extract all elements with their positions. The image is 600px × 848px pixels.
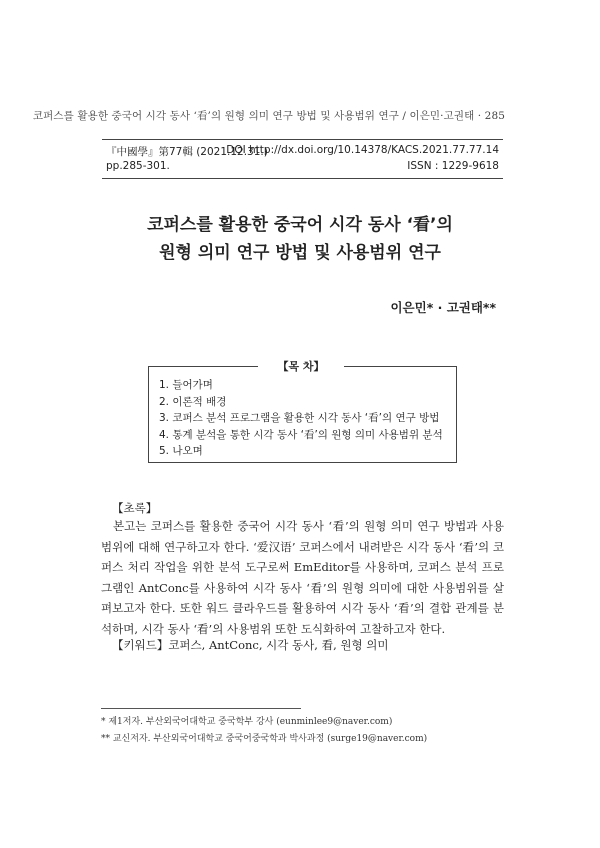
abstract-heading: 【초록】	[112, 501, 158, 515]
table-of-contents	[148, 366, 457, 463]
toc-item[interactable]: 4. 통계 분석을 통한 시각 동사 ‘看’의 원형 의미 사용범위 분석	[159, 428, 443, 441]
toc-item[interactable]: 1. 들어가며	[159, 379, 213, 391]
issn: ISSN : 1229-9618	[407, 160, 499, 172]
footnote-divider	[101, 708, 301, 709]
authors: 이은민* · 고권태**	[390, 300, 496, 315]
journal-citation: 『中國學』第77輯 (2021.12.31.)	[106, 146, 268, 158]
footnote-corresponding-author: ** 교신저자. 부산외국어대학교 중국어중국학과 박사과정 (surge19@naver.com)	[101, 734, 428, 744]
journal-info-box	[102, 139, 503, 179]
toc-list	[159, 377, 443, 460]
toc-heading: 【목 차】	[258, 358, 344, 374]
page-range: pp.285-301.	[106, 160, 170, 172]
keywords: 【키워드】코퍼스, AntConc, 시각 동사, 看, 원형 의미	[112, 638, 389, 652]
abstract-text: 본고는 코퍼스를 활용한 중국어 시각 동사 ‘看’의 원형 의미 연구 방법과 사용범위에 대해 연구하고자 한다. ‘爱汉语’ 코퍼스에서 내려받은 시각 동사 ‘看’의 코퍼스 처리 작업을 위한 분석 도구로써 EmEditor를 사용하며, 코퍼스 분석 프로그램인 AntConc를 사용하여 시각 동사 ‘看’의 원형 의미에 대한 사용범위를 살펴보고자 한다. 또한 워드 클라우드를 활용하여 시각 동사 ‘看’의 결합 관계를 분석하며, 시각 동사 ‘看’의 사용범위 또한 도식화하여 고찰하고자 한다.	[101, 519, 504, 636]
toc-item[interactable]: 5. 나오며	[159, 445, 203, 457]
paper-title-line-1: 코퍼스를 활용한 중국어 시각 동사 ‘看’의	[147, 215, 453, 235]
abstract-body	[101, 516, 504, 639]
doi-link[interactable]: DOI http://dx.doi.org/10.14378/KACS.2021.77.77.14	[226, 144, 499, 156]
running-header: 코퍼스를 활용한 중국어 시각 동사 ‘看’의 원형 의미 연구 방법 및 사용범위 연구 / 이은민·고권태 · 285	[32, 110, 505, 122]
toc-item[interactable]: 2. 이론적 배경	[159, 395, 227, 408]
footnote-first-author: * 제1저자. 부산외국어대학교 중국학부 강사 (eunminlee9@naver.com)	[101, 717, 393, 727]
toc-item[interactable]: 3. 코퍼스 분석 프로그램을 활용한 시각 동사 ‘看’의 연구 방법	[159, 412, 440, 424]
paper-title-line-2: 원형 의미 연구 방법 및 사용범위 연구	[159, 243, 441, 263]
